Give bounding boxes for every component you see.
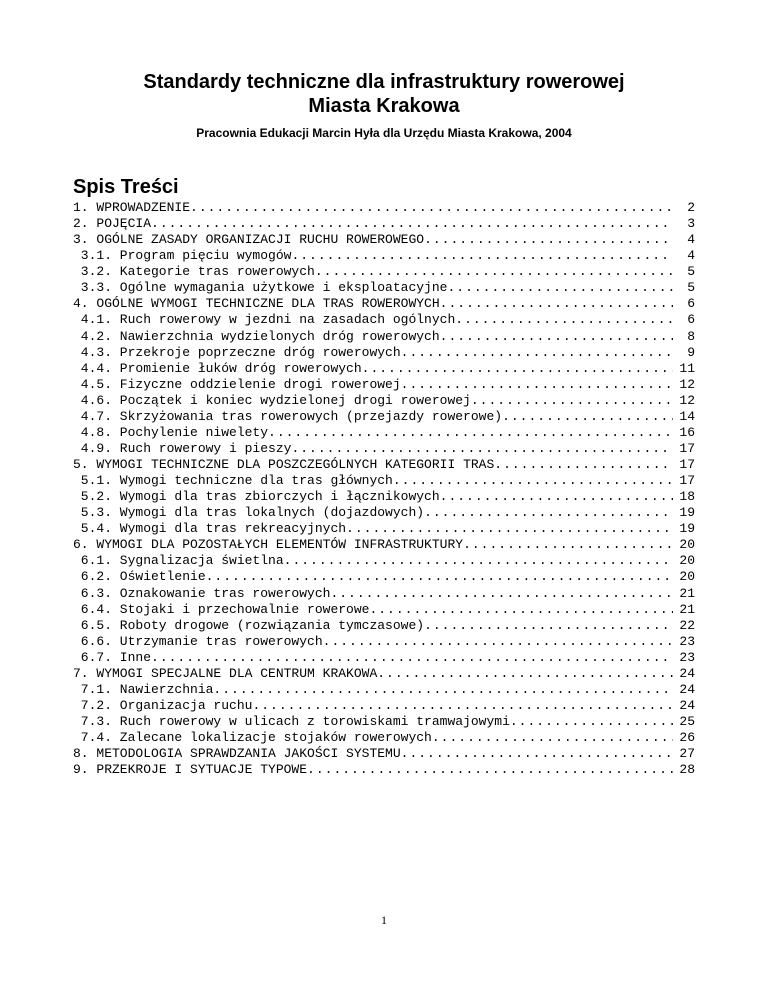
toc-entry[interactable]	[73, 393, 695, 409]
toc-dot-leader	[455, 312, 673, 328]
toc-entry-page: 28	[679, 762, 695, 778]
document-title-line1: Standardy techniczne dla infrastruktury rowerowej	[143, 71, 625, 93]
toc-dot-leader	[291, 248, 673, 264]
toc-entry[interactable]	[73, 200, 695, 216]
toc-dot-leader	[424, 618, 673, 634]
toc-dot-leader	[307, 762, 673, 778]
toc-entry-title: 4.6. Początek i koniec wydzielonej drogi rowerowej	[80, 392, 471, 408]
toc-dot-leader	[440, 329, 673, 345]
toc-entry[interactable]	[73, 618, 695, 634]
toc-dot-leader	[424, 232, 673, 248]
document-title-line2: Miasta Krakowa	[308, 95, 460, 117]
toc-entry-title: 5.3. Wymogi dla tras lokalnych (dojazdowych)	[80, 505, 425, 521]
toc-entry-title: 6.3. Oznakowanie tras rowerowych	[80, 585, 331, 601]
toc-entry-page: 16	[679, 424, 695, 440]
toc-entry-title: 6.7. Inne	[80, 649, 152, 665]
toc-dot-leader	[213, 682, 673, 698]
toc-entry[interactable]	[73, 569, 695, 585]
toc-entry-page: 21	[679, 601, 695, 617]
toc-entry-title: 4.1. Ruch rowerowy w jezdni na zasadach ogólnych	[80, 312, 456, 328]
table-of-contents	[73, 200, 695, 778]
toc-entry-page: 24	[679, 681, 695, 697]
toc-entry-page: 12	[679, 392, 695, 408]
toc-entry[interactable]	[73, 377, 695, 393]
toc-dot-leader	[401, 377, 673, 393]
toc-entry-title: 2. POJĘCIA	[73, 216, 152, 232]
toc-entry[interactable]	[73, 216, 695, 232]
toc-entry-page: 4	[687, 232, 695, 248]
toc-entry-page: 23	[679, 633, 695, 649]
toc-entry-title: 4.4. Promienie łuków dróg rowerowych	[80, 360, 362, 376]
toc-entry-title: 3. OGÓLNE ZASADY ORGANIZACJI RUCHU ROWEROWEGO	[73, 232, 425, 248]
toc-heading: Spis Treści	[73, 176, 179, 198]
toc-entry[interactable]	[73, 489, 695, 505]
toc-entry-page: 23	[679, 649, 695, 665]
toc-entry[interactable]	[73, 264, 695, 280]
toc-entry-title: 7. WYMOGI SPECJALNE DLA CENTRUM KRAKOWA	[73, 665, 378, 681]
toc-dot-leader	[440, 296, 673, 312]
toc-entry-page: 14	[679, 408, 695, 424]
toc-entry-page: 3	[687, 216, 695, 232]
toc-entry-page: 21	[679, 585, 695, 601]
toc-entry[interactable]	[73, 248, 695, 264]
toc-entry[interactable]	[73, 666, 695, 682]
toc-dot-leader	[424, 505, 673, 521]
toc-entry-page: 5	[687, 264, 695, 280]
toc-entry-page: 22	[679, 617, 695, 633]
toc-entry[interactable]	[73, 345, 695, 361]
toc-entry-page: 26	[679, 730, 695, 746]
toc-entry[interactable]	[73, 280, 695, 296]
toc-entry[interactable]	[73, 409, 695, 425]
toc-entry[interactable]	[73, 312, 695, 328]
toc-entry-page: 20	[679, 553, 695, 569]
toc-entry[interactable]	[73, 361, 695, 377]
toc-entry-page: 9	[687, 344, 695, 360]
toc-entry[interactable]	[73, 746, 695, 762]
toc-dot-leader	[369, 602, 673, 618]
toc-entry[interactable]	[73, 553, 695, 569]
toc-entry[interactable]	[73, 634, 695, 650]
toc-entry[interactable]	[73, 650, 695, 666]
toc-entry-title: 3.2. Kategorie tras rowerowych	[80, 264, 315, 280]
toc-entry-title: 4.5. Fizyczne oddzielenie drogi rowerowej	[80, 376, 401, 392]
toc-entry-title: 9. PRZEKROJE I SYTUACJE TYPOWE	[73, 762, 308, 778]
toc-entry-title: 3.3. Ogólne wymagania użytkowe i eksploatacyjne	[80, 280, 448, 296]
toc-dot-leader	[362, 361, 673, 377]
toc-entry-title: 7.4. Zalecane lokalizacje stojaków rowerowych	[80, 730, 432, 746]
page-number: 1	[381, 913, 387, 927]
toc-entry[interactable]	[73, 714, 695, 730]
toc-dot-leader	[401, 345, 673, 361]
toc-dot-leader	[151, 650, 673, 666]
toc-entry[interactable]	[73, 473, 695, 489]
toc-dot-leader	[315, 264, 673, 280]
toc-entry-page: 27	[679, 746, 695, 762]
toc-entry-title: 5.2. Wymogi dla tras zbiorczych i łącznikowych	[80, 489, 440, 505]
toc-entry[interactable]	[73, 586, 695, 602]
toc-entry-page: 20	[679, 537, 695, 553]
toc-entry-page: 20	[679, 569, 695, 585]
toc-entry[interactable]	[73, 329, 695, 345]
toc-dot-leader	[494, 457, 673, 473]
toc-entry[interactable]	[73, 521, 695, 537]
toc-entry-page: 19	[679, 521, 695, 537]
toc-entry[interactable]	[73, 762, 695, 778]
toc-dot-leader	[432, 730, 673, 746]
toc-entry-title: 5.4. Wymogi dla tras rekreacyjnych	[80, 521, 347, 537]
toc-entry-page: 4	[687, 248, 695, 264]
toc-entry-page: 8	[687, 328, 695, 344]
toc-dot-leader	[463, 537, 673, 553]
toc-entry[interactable]	[73, 537, 695, 553]
toc-entry[interactable]	[73, 457, 695, 473]
toc-entry-page: 17	[679, 440, 695, 456]
toc-entry[interactable]	[73, 682, 695, 698]
toc-dot-leader	[330, 586, 673, 602]
toc-entry-page: 5	[687, 280, 695, 296]
toc-entry-title: 6. WYMOGI DLA POZOSTAŁYCH ELEMENTÓW INFRASTRUKTURY	[73, 537, 464, 553]
toc-entry[interactable]	[73, 698, 695, 714]
toc-entry-page: 6	[687, 312, 695, 328]
toc-entry-title: 6.5. Roboty drogowe (rozwiązania tymczasowe)	[80, 617, 425, 633]
toc-entry-page: 18	[679, 489, 695, 505]
toc-entry-page: 6	[687, 296, 695, 312]
toc-entry-title: 7.2. Organizacja ruchu	[80, 697, 253, 713]
toc-entry[interactable]	[73, 296, 695, 312]
toc-dot-leader	[502, 409, 673, 425]
toc-entry-title: 3.1. Program pięciu wymogów	[80, 248, 292, 264]
toc-dot-leader	[401, 746, 673, 762]
toc-entry-page: 24	[679, 665, 695, 681]
toc-entry-title: 6.4. Stojaki i przechowalnie rowerowe	[80, 601, 370, 617]
toc-dot-leader	[323, 634, 673, 650]
toc-entry[interactable]	[73, 505, 695, 521]
toc-entry[interactable]	[73, 730, 695, 746]
toc-entry-title: 6.1. Sygnalizacja świetlna	[80, 553, 284, 569]
toc-entry[interactable]	[73, 441, 695, 457]
toc-entry-title: 5. WYMOGI TECHNICZNE DLA POSZCZEGÓLNYCH KATEGORII TRAS	[73, 457, 495, 472]
toc-entry-page: 25	[679, 714, 695, 729]
toc-entry-title: 4.7. Skrzyżowania tras rowerowych (przejazdy rowerowe)	[80, 408, 503, 424]
toc-dot-leader	[252, 698, 673, 714]
toc-dot-leader	[377, 666, 673, 682]
toc-entry[interactable]	[73, 425, 695, 441]
toc-entry-page: 24	[679, 697, 695, 713]
toc-entry-title: 4.9. Ruch rowerowy i pieszy	[80, 440, 292, 456]
toc-dot-leader	[206, 569, 673, 585]
toc-dot-leader	[151, 216, 673, 232]
toc-dot-leader	[393, 473, 673, 489]
toc-entry[interactable]	[73, 232, 695, 248]
toc-entry-title: 1. WPROWADZENIE	[73, 200, 191, 215]
toc-dot-leader	[440, 489, 673, 505]
toc-entry-title: 6.2. Oświetlenie	[80, 569, 206, 585]
toc-entry-page: 2	[687, 200, 695, 215]
toc-entry-page: 17	[679, 457, 695, 472]
toc-entry-title: 7.3. Ruch rowerowy w ulicach z torowiskami tramwajowymi	[80, 714, 510, 729]
toc-entry-page: 11	[679, 360, 695, 376]
toc-entry-page: 12	[679, 376, 695, 392]
toc-entry-title: 6.6. Utrzymanie tras rowerowych	[80, 633, 323, 649]
toc-dot-leader	[471, 393, 673, 409]
toc-entry-page: 19	[679, 505, 695, 521]
toc-dot-leader	[510, 714, 673, 730]
toc-entry-title: 5.1. Wymogi techniczne dla tras głównych	[80, 473, 393, 489]
toc-dot-leader	[346, 521, 673, 537]
toc-dot-leader	[190, 200, 673, 216]
toc-dot-leader	[291, 441, 673, 457]
toc-entry-title: 8. METODOLOGIA SPRAWDZANIA JAKOŚCI SYSTEMU	[73, 746, 401, 762]
toc-dot-leader	[284, 553, 673, 569]
document-subtitle: Pracownia Edukacji Marcin Hyła dla Urzędu Miasta Krakowa, 2004	[196, 126, 572, 140]
toc-entry-page: 17	[679, 473, 695, 489]
toc-dot-leader	[268, 425, 673, 441]
toc-entry[interactable]	[73, 602, 695, 618]
toc-entry-title: 4.3. Przekroje poprzeczne dróg rowerowych	[80, 344, 401, 360]
toc-entry-title: 4.2. Nawierzchnia wydzielonych dróg rowerowych	[80, 328, 440, 344]
toc-entry-title: 7.1. Nawierzchnia	[80, 681, 214, 697]
toc-entry-title: 4.8. Pochylenie niwelety	[80, 424, 269, 440]
toc-dot-leader	[447, 280, 673, 296]
toc-entry-title: 4. OGÓLNE WYMOGI TECHNICZNE DLA TRAS ROWEROWYCH	[73, 296, 440, 312]
